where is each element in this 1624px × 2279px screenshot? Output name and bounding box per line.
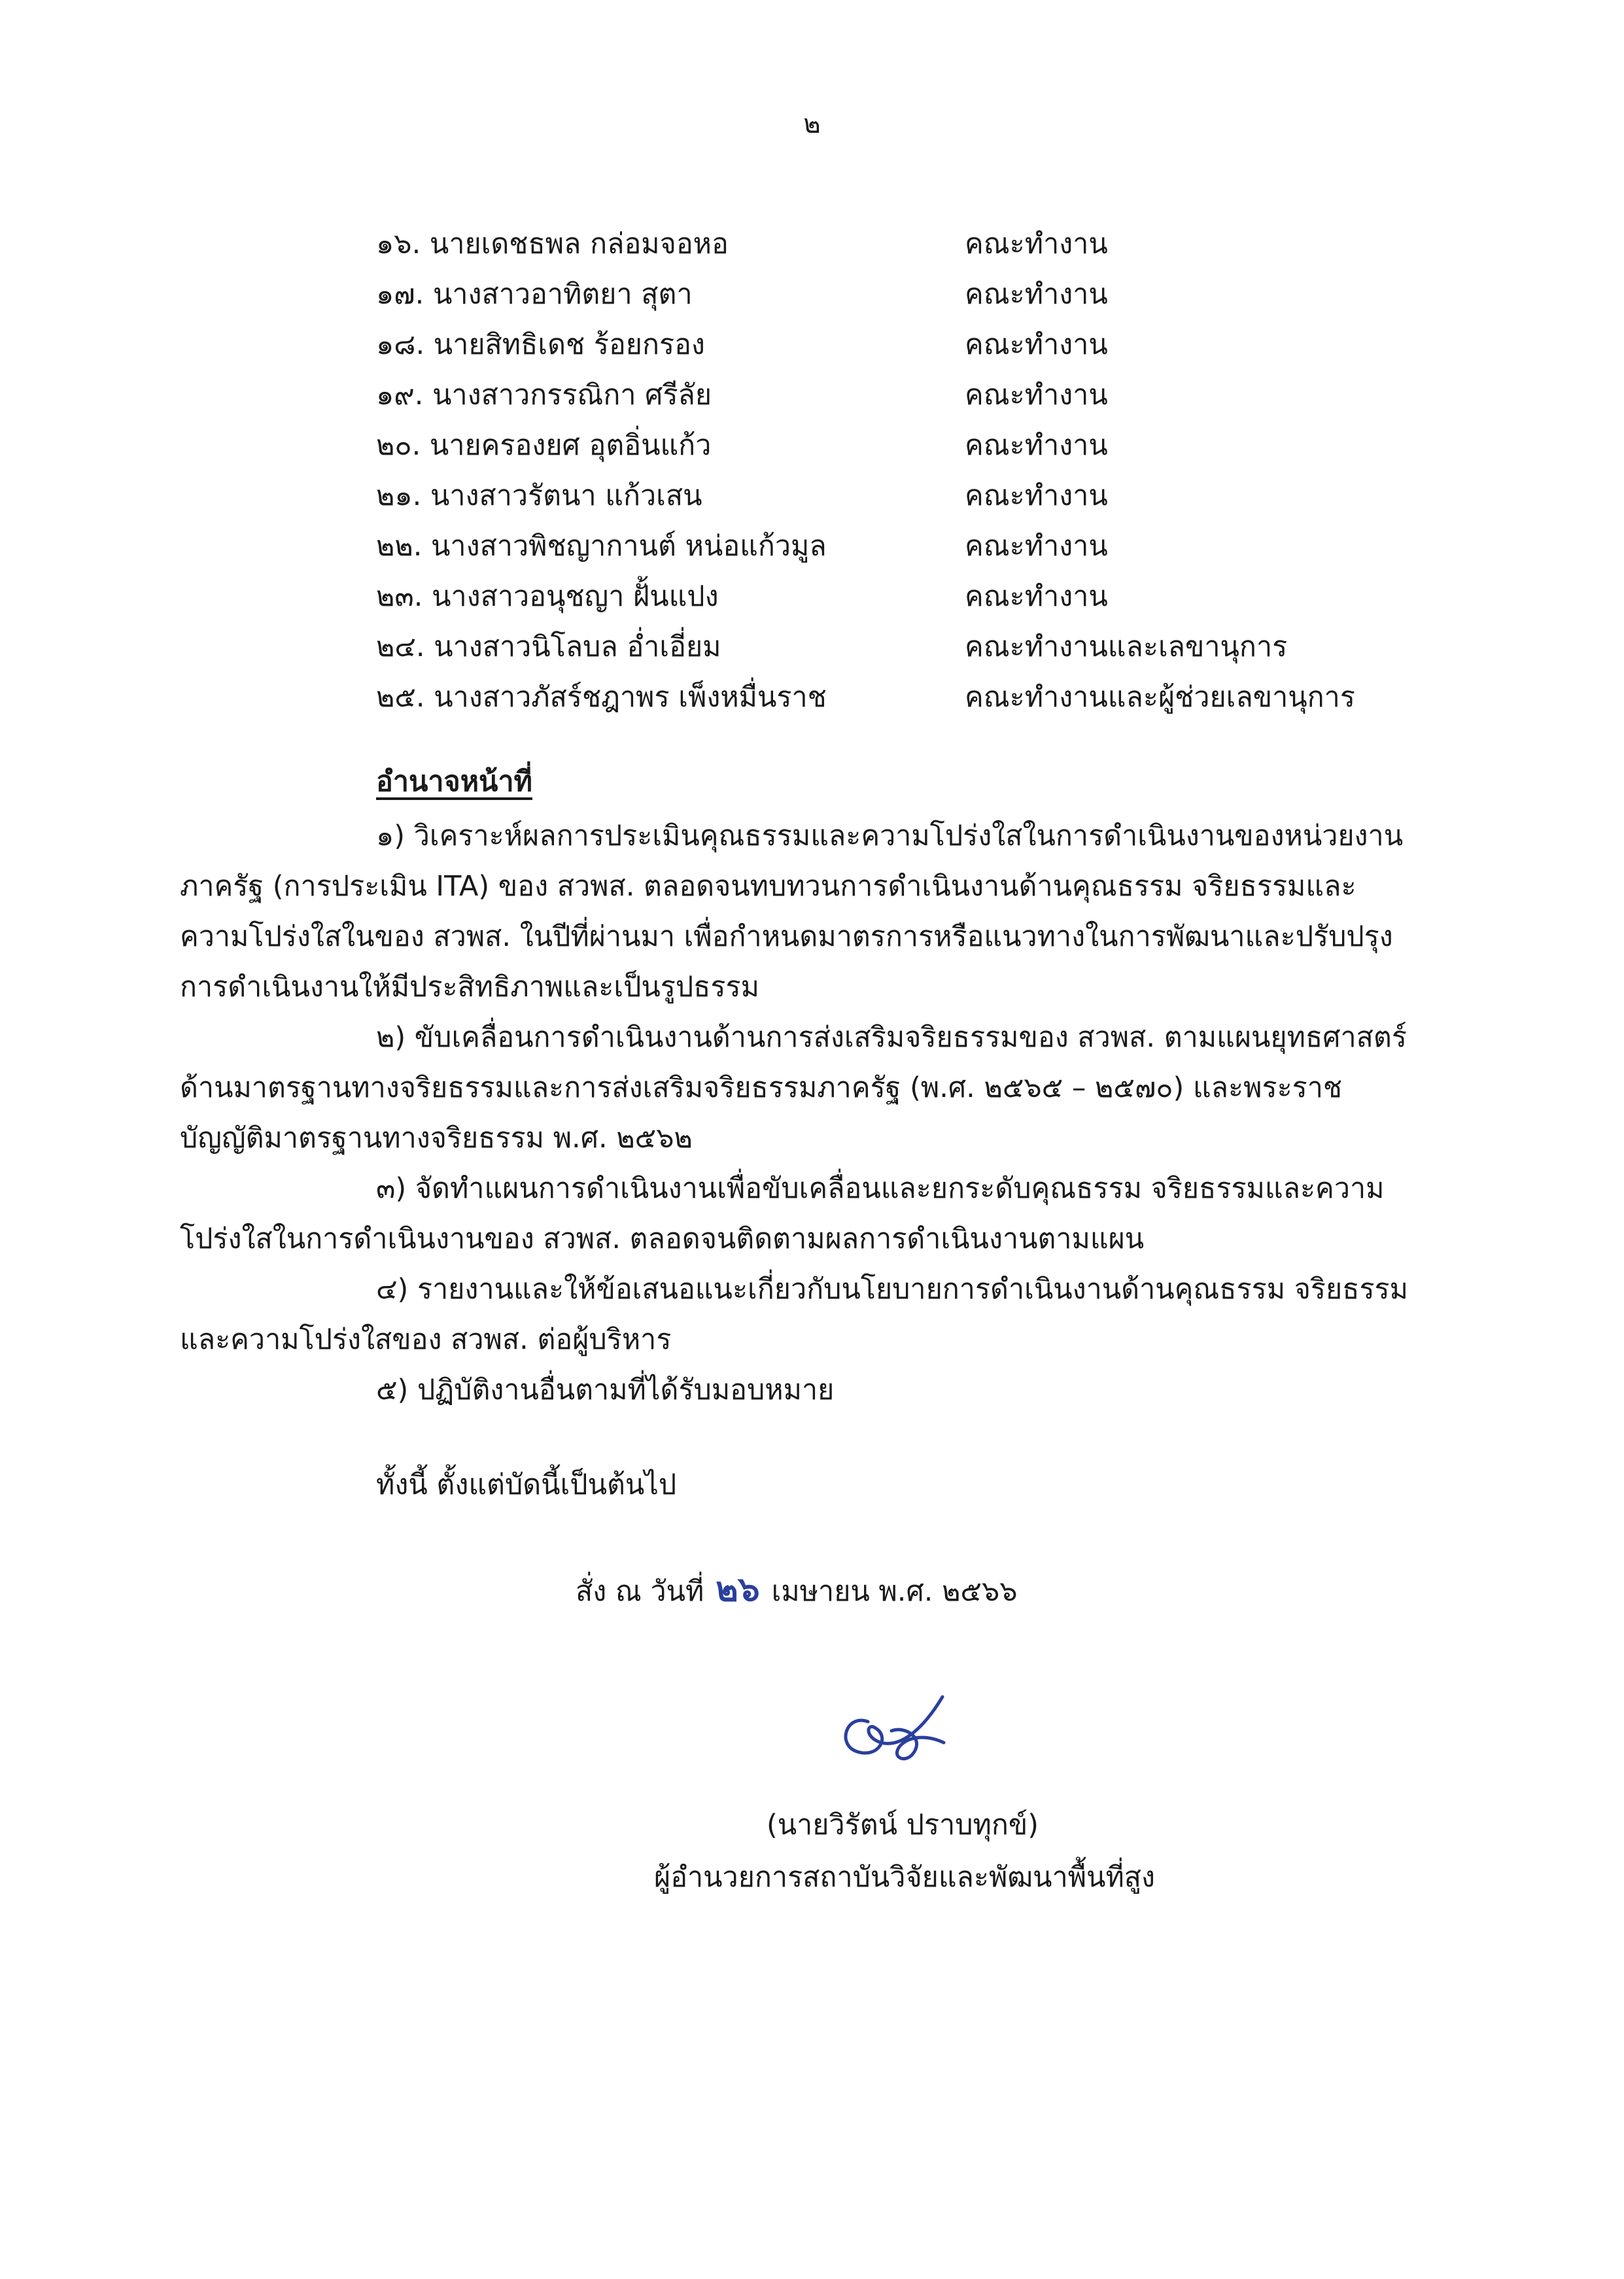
signature-icon	[827, 1675, 971, 1773]
list-item	[376, 421, 1423, 471]
member-role: คณะทำงาน	[965, 530, 1108, 563]
list-item	[376, 219, 1423, 270]
member-name: ๒๒. นางสาวพิชญากานต์ หน่อแก้วมูล	[376, 530, 827, 563]
member-list	[376, 219, 1423, 723]
member-role: คณะทำงาน	[965, 580, 1108, 613]
list-item	[376, 521, 1423, 572]
duty-paragraph: ๕) ปฏิบัติงานอื่นตามที่ได้รับมอบหมาย	[376, 1374, 835, 1406]
duties-heading: อำนาจหน้าที่	[376, 765, 532, 798]
list-item	[376, 672, 1423, 723]
member-role: คณะทำงานและผู้ช่วยเลขานุการ	[965, 681, 1355, 714]
duty-paragraph: ๑) วิเคราะห์ผลการประเมินคุณธรรมและความโปร่งใสในการดำเนินงานของหน่วยงานภาครัฐ (การประเมิน ITA) ของ สวพส. ตลอดจนทบทวนการดำเนินงานด้านคุณธรรม จริยธรรมและความโปร่งใสในของ สวพส. ในปีที่ผ่านมา เพื่อกำหนดมาตรการหรือแนวทางในการพัฒนาและปรับปรุงการดำเนินงานให้มีประสิทธิภาพและเป็นรูปธรรม	[180, 820, 1404, 1003]
duties-section	[180, 811, 1416, 1416]
order-date-prefix: สั่ง ณ วันที่	[576, 1575, 704, 1608]
duty-paragraph: ๓) จัดทำแผนการดำเนินงานเพื่อขับเคลื่อนและยกระดับคุณธรรม จริยธรรมและความโปร่งใสในการดำเนินงานของ สวพส. ตลอดจนติดตามผลการดำเนินงานตามแผน	[180, 1172, 1385, 1255]
member-name: ๑๗. นางสาวอาทิตยา สุตา	[376, 278, 693, 311]
effective-statement: ทั้งนี้ ตั้งแต่บัดนี้เป็นต้นไป	[376, 1469, 677, 1501]
member-name: ๑๘. นายสิทธิเดช ร้อยกรอง	[376, 328, 705, 361]
list-item	[376, 270, 1423, 320]
list-item	[376, 471, 1423, 521]
member-role: คณะทำงาน	[965, 429, 1108, 462]
member-name: ๑๖. นายเดชธพล กล่อมจอหอ	[376, 228, 729, 260]
order-date	[576, 1567, 1018, 1614]
order-date-day: ๒๖	[716, 1570, 760, 1609]
list-item	[376, 370, 1423, 421]
signer-title: ผู้อำนวยการสถาบันวิจัยและพัฒนาพื้นที่สูง	[654, 1861, 1156, 1894]
list-item	[376, 622, 1423, 672]
member-name: ๒๓. นางสาวอนุชญา ฝั้นแปง	[376, 580, 719, 613]
duty-paragraph: ๒) ขับเคลื่อนการดำเนินงานด้านการส่งเสริมจริยธรรมของ สวพส. ตามแผนยุทธศาสตร์ด้านมาตรฐานทางจริยธรรมและการส่งเสริมจริยธรรมภาครัฐ (พ.ศ. ๒๕๖๕ – ๒๕๗๐) และพระราชบัญญัติมาตรฐานทางจริยธรรม พ.ศ. ๒๕๖๒	[180, 1021, 1407, 1155]
member-role: คณะทำงาน	[965, 328, 1108, 361]
member-name: ๒๔. นางสาวนิโลบล อ่ำเอี่ยม	[376, 631, 721, 663]
member-role: คณะทำงาน	[965, 479, 1108, 512]
list-item	[376, 572, 1423, 622]
signer-name: (นายวิรัตน์ ปราบทุกข์)	[766, 1809, 1039, 1841]
order-date-month-year: เมษายน พ.ศ. ๒๕๖๖	[771, 1575, 1018, 1608]
duty-paragraph: ๔) รายงานและให้ข้อเสนอแนะเกี่ยวกับนโยบายการดำเนินงานด้านคุณธรรม จริยธรรมและความโปร่งใสของ สวพส. ต่อผู้บริหาร	[180, 1273, 1408, 1356]
list-item	[376, 320, 1423, 370]
member-role: คณะทำงานและเลขานุการ	[965, 631, 1288, 663]
member-name: ๑๙. นางสาวกรรณิกา ศรีลัย	[376, 379, 712, 411]
member-name: ๒๕. นางสาวภัสร์ชฎาพร เพ็งหมื่นราช	[376, 681, 827, 714]
member-name: ๒๐. นายครองยศ อุตอิ่นแก้ว	[376, 429, 712, 462]
member-role: คณะทำงาน	[965, 278, 1108, 311]
member-name: ๒๑. นางสาวรัตนา แก้วเสน	[376, 479, 702, 512]
member-role: คณะทำงาน	[965, 379, 1108, 411]
member-role: คณะทำงาน	[965, 228, 1108, 260]
page-number: ๒	[803, 109, 821, 139]
